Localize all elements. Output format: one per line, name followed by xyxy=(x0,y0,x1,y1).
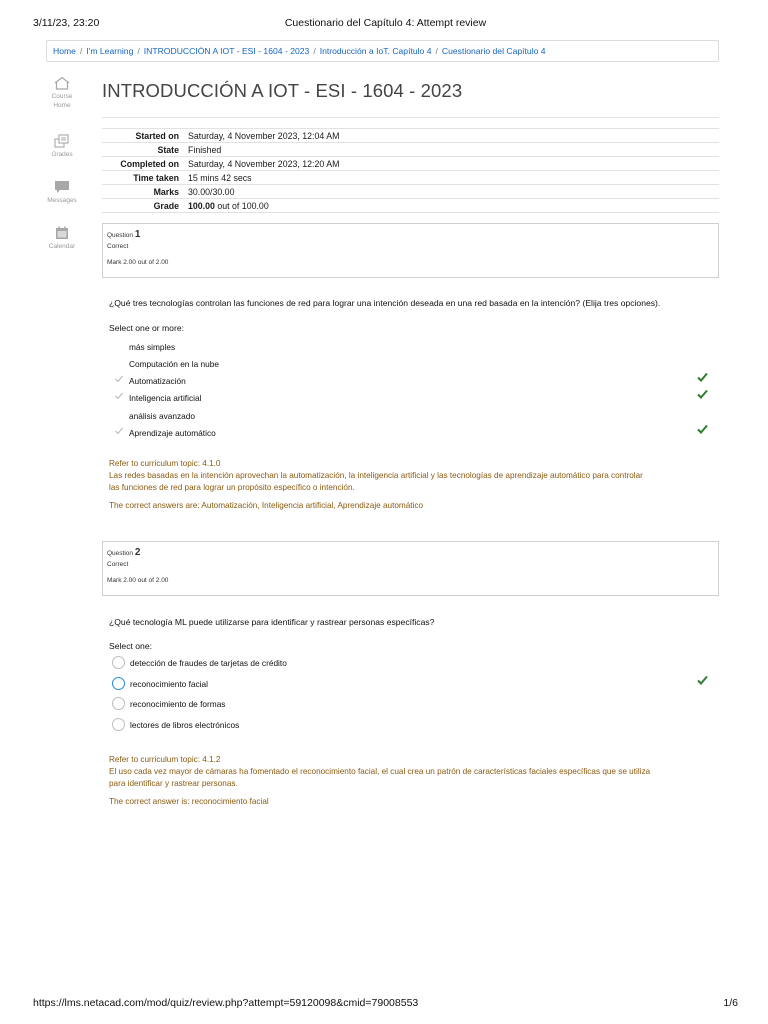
summary-label: Started on xyxy=(135,130,179,141)
correct-check-icon xyxy=(697,424,708,434)
summary-label: Marks xyxy=(153,186,179,197)
question-number-value: 2 xyxy=(134,547,141,558)
answer-label: reconocimiento de formas xyxy=(130,699,226,709)
home-icon xyxy=(53,76,71,90)
answer-option xyxy=(112,341,712,358)
answer-option xyxy=(112,678,712,695)
radio-button xyxy=(112,697,125,710)
question-2-info xyxy=(102,541,719,596)
question-1-prompt: Select one or more: xyxy=(109,323,184,333)
answer-label: lectores de libros electrónicos xyxy=(130,720,240,730)
correct-answers: The correct answers are: Automatización, Inteligencia artificial, Aprendizaje automático xyxy=(109,501,424,510)
answer-option xyxy=(112,410,712,427)
question-number-value: 1 xyxy=(134,229,141,240)
print-header xyxy=(33,17,738,31)
attempt-summary-table xyxy=(102,117,719,213)
question-1-text: ¿Qué tres tecnologías controlan las funciones de red para lograr una intención deseada en una red basada en la intención? (Elija tres opciones). xyxy=(109,298,661,308)
checkbox-checked-icon xyxy=(114,391,124,401)
grade-out-of: out of 100.00 xyxy=(214,200,269,211)
breadcrumb: Home / I'm Learning / INTRODUCCIÓN A IOT - ESI - 1604 - 2023 / Introducción a IoT. Capítulo 4 / Cuestionario del Capítulo 4 xyxy=(46,40,719,62)
feedback-text: Las redes basadas en la intención aprovechan la automatización, la inteligencia artificial y las tecnologías de aprendizaje automático para controlar xyxy=(109,471,643,480)
sidebar-item-course-home[interactable] xyxy=(42,76,82,110)
sidebar-label-calendar: Calendar xyxy=(48,243,76,250)
summary-value: 15 mins 42 secs xyxy=(188,172,252,183)
curriculum-topic: Refer to curriculum topic: 4.1.0 xyxy=(109,459,221,468)
correct-check-icon xyxy=(697,372,708,382)
question-mark: Mark 2.00 out of 2.00 xyxy=(107,577,169,584)
summary-row-time-taken xyxy=(102,171,719,185)
question-state: Correct xyxy=(107,243,129,250)
checkbox-checked-icon xyxy=(114,426,124,436)
summary-row-grade xyxy=(102,199,719,213)
answer-label: más simples xyxy=(129,342,176,352)
summary-value: Saturday, 4 November 2023, 12:04 AM xyxy=(188,130,340,141)
breadcrumb-home[interactable]: Home xyxy=(53,46,76,56)
feedback-text: El uso cada vez mayor de cámaras ha fomentado el reconocimiento facial, el cual crea un patrón de características faciales específicas que se utiliza xyxy=(109,767,651,776)
summary-label: Completed on xyxy=(120,158,179,169)
answer-option xyxy=(112,698,712,715)
page-title: INTRODUCCIÓN A IOT - ESI - 1604 - 2023 xyxy=(102,80,463,101)
grades-icon xyxy=(54,134,70,148)
sidebar-label-messages: Messages xyxy=(47,197,77,204)
answer-option xyxy=(112,427,712,444)
sidebar-label-grades: Grades xyxy=(51,151,73,158)
sidebar-label-home: Home xyxy=(53,101,71,109)
sidebar-item-grades[interactable] xyxy=(42,134,82,160)
sidebar-item-messages[interactable] xyxy=(42,180,82,206)
question-number xyxy=(107,229,718,241)
feedback-text: para identificar y rastrear personas. xyxy=(109,779,238,788)
feedback-text: las funciones de red para lograr un propósito específico o intención. xyxy=(109,483,355,492)
question-number xyxy=(107,547,718,559)
answer-label: Aprendizaje automático xyxy=(129,428,216,438)
question-state: Correct xyxy=(107,561,129,568)
checkbox-checked-icon xyxy=(114,374,124,384)
question-label: Question xyxy=(107,232,134,239)
calendar-icon xyxy=(55,226,69,240)
summary-row-state xyxy=(102,143,719,157)
print-date: 3/11/23, 23:20 xyxy=(33,17,100,29)
summary-value: Finished xyxy=(188,144,222,155)
answer-option xyxy=(112,657,712,674)
question-label: Question xyxy=(107,550,134,557)
question-1-feedback xyxy=(109,458,719,512)
summary-label: Time taken xyxy=(133,172,179,183)
summary-label: State xyxy=(157,144,179,155)
summary-value xyxy=(188,201,719,211)
question-2-text: ¿Qué tecnología ML puede utilizarse para identificar y rastrear personas específicas? xyxy=(109,617,435,627)
answer-option xyxy=(112,392,712,409)
correct-check-icon xyxy=(697,675,708,685)
messages-icon xyxy=(54,180,70,194)
answer-label: Automatización xyxy=(129,376,186,386)
breadcrumb-chapter[interactable]: Introducción a IoT. Capítulo 4 xyxy=(319,46,432,56)
breadcrumb-quiz[interactable]: Cuestionario del Capítulo 4 xyxy=(441,46,546,56)
answer-label: reconocimiento facial xyxy=(130,679,208,689)
summary-value: 30.00/30.00 xyxy=(188,186,235,197)
summary-row-started xyxy=(102,129,719,143)
question-2-feedback xyxy=(109,754,719,808)
answer-label: Inteligencia artificial xyxy=(129,393,202,403)
radio-button-selected xyxy=(112,677,125,690)
answer-label: Computación en la nube xyxy=(129,359,219,369)
answer-label: detección de fraudes de tarjetas de crédito xyxy=(130,658,287,668)
print-title: Cuestionario del Capítulo 4: Attempt review xyxy=(284,17,487,29)
print-page-number: 1/6 xyxy=(723,997,738,1009)
summary-label: Grade xyxy=(153,200,179,211)
correct-answers: The correct answer is: reconocimiento facial xyxy=(109,797,269,806)
question-2-prompt: Select one: xyxy=(109,641,152,651)
answer-option xyxy=(112,719,712,736)
radio-button xyxy=(112,656,125,669)
correct-check-icon xyxy=(697,389,708,399)
sidebar-item-calendar[interactable] xyxy=(42,226,82,252)
radio-button xyxy=(112,718,125,731)
summary-row-completed xyxy=(102,157,719,171)
answer-option xyxy=(112,358,712,375)
answer-option xyxy=(112,375,712,392)
breadcrumb-im-learning[interactable]: I'm Learning xyxy=(86,46,134,56)
breadcrumb-course[interactable]: INTRODUCCIÓN A IOT - ESI - 1604 - 2023 xyxy=(143,46,310,56)
question-mark: Mark 2.00 out of 2.00 xyxy=(107,259,169,266)
sidebar-label-course: Course xyxy=(51,93,73,100)
summary-value: Saturday, 4 November 2023, 12:20 AM xyxy=(188,158,340,169)
curriculum-topic: Refer to curriculum topic: 4.1.2 xyxy=(109,755,221,764)
summary-row-marks xyxy=(102,185,719,199)
answer-label: análisis avanzado xyxy=(129,411,195,421)
question-1-info xyxy=(102,223,719,278)
grade-value: 100.00 xyxy=(188,200,215,211)
print-url: https://lms.netacad.com/mod/quiz/review.php?attempt=59120098&cmid=79008553 xyxy=(33,997,419,1009)
